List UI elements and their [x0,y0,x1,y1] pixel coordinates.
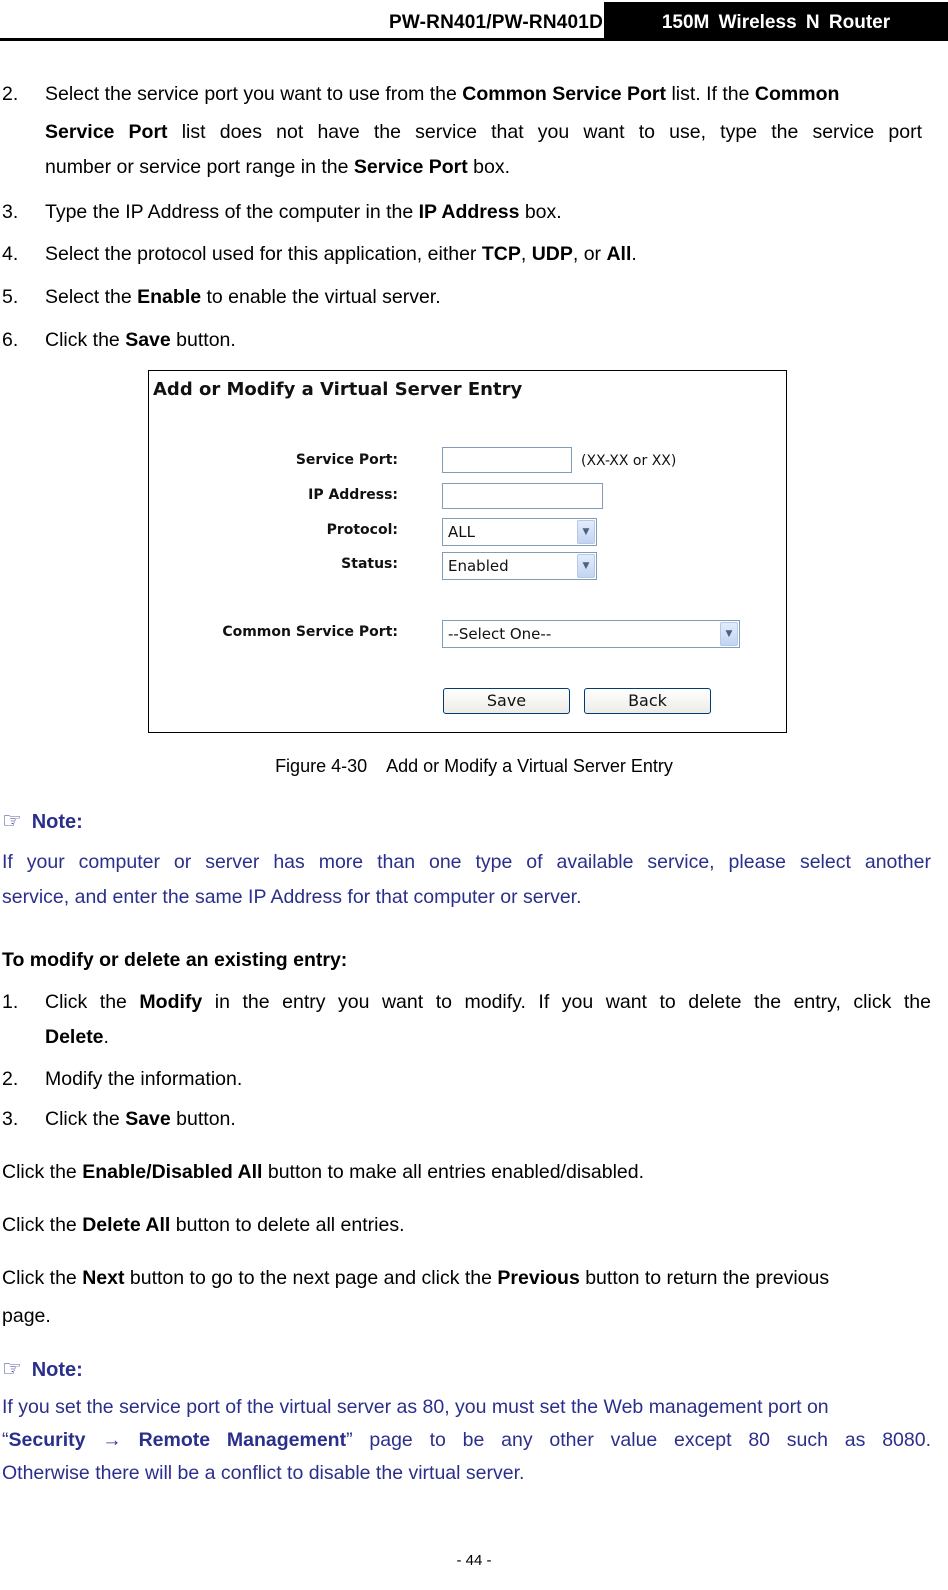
step-5: Select the Enable to enable the virtual server. [45,286,441,308]
note-heading: ☞ Note: [2,808,83,833]
ip-address-input[interactable] [442,483,603,509]
step-number: 4. [2,243,19,265]
step-number: 2. [2,83,19,105]
step-4: Select the protocol used for this application, either TCP, UDP, or All. [45,243,637,265]
ip-address-label: IP Address: [308,487,398,503]
service-port-input[interactable] [442,447,572,473]
form-title: Add or Modify a Virtual Server Entry [153,379,523,400]
step-2-line-2: Service Port list does not have the service that you want to use, type the service port [45,121,922,143]
chevron-down-icon[interactable]: ▼ [577,554,595,578]
step-3: Type the IP Address of the computer in the IP Address box. [45,201,562,223]
note-2-line-2: “Security → Remote Management” page to be any other value except 80 such as 8080. [2,1429,932,1451]
pointing-hand-icon: ☞ [2,808,22,833]
status-value: Enabled [448,557,509,575]
arrow-right-icon: → [102,1429,122,1451]
note-1-line-2: service, and enter the same IP Address for that computer or server. [2,886,582,908]
note-1-line-1: If your computer or server has more than one type of available service, please select another [2,851,931,873]
step-number: 6. [2,329,19,351]
header-rule [0,38,948,41]
step-2-line-3: number or service port range in the Service Port box. [45,156,510,178]
modify-step-2: Modify the information. [45,1068,243,1090]
chevron-down-icon[interactable]: ▼ [720,622,738,646]
step-number: 3. [2,1108,19,1130]
save-button[interactable]: Save [443,688,570,714]
note-2-line-3: Otherwise there will be a conflict to disable the virtual server. [2,1462,525,1484]
step-number: 3. [2,201,19,223]
figure-caption: Figure 4-30 Add or Modify a Virtual Server Entry [275,756,673,776]
header-product-tab: 150M Wireless N Router [604,2,948,38]
step-number: 5. [2,286,19,308]
modify-step-1-line-1: Click the Modify in the entry you want to modify. If you want to delete the entry, click the [45,991,931,1013]
step-6: Click the Save button. [45,329,236,351]
protocol-label: Protocol: [326,522,398,538]
delete-all-paragraph: Click the Delete All button to delete all entries. [2,1214,405,1236]
status-label: Status: [341,556,398,572]
page-number: - 44 - [456,1552,492,1569]
protocol-select[interactable] [442,518,597,546]
step-number: 2. [2,1068,19,1090]
modify-step-3: Click the Save button. [45,1108,236,1130]
modify-heading: To modify or delete an existing entry: [2,949,348,971]
back-button[interactable]: Back [584,688,711,714]
note-2-line-1: If you set the service port of the virtual server as 80, you must set the Web management port on [2,1396,829,1418]
common-service-port-label: Common Service Port: [222,624,398,640]
chevron-down-icon[interactable]: ▼ [577,520,595,544]
header-model: PW-RN401/PW-RN401D [389,12,603,33]
pointing-hand-icon: ☞ [2,1356,22,1381]
next-previous-paragraph-end: page. [2,1305,51,1327]
service-port-hint: (XX-XX or XX) [581,453,677,469]
step-number: 1. [2,991,19,1013]
step-2-line-1: Select the service port you want to use from the Common Service Port list. If the Common [45,83,840,105]
next-previous-paragraph: Click the Next button to go to the next page and click the Previous button to return the previous [2,1267,830,1289]
modify-step-1-line-2: Delete. [45,1026,109,1048]
status-select[interactable] [442,552,597,580]
service-port-label: Service Port: [295,452,398,468]
note-heading: ☞ Note: [2,1356,83,1381]
enable-disable-all-paragraph: Click the Enable/Disabled All button to make all entries enabled/disabled. [2,1161,645,1183]
virtual-server-form-figure [148,370,787,733]
protocol-value: ALL [448,523,475,541]
common-service-port-value: --Select One-- [448,625,552,643]
common-service-port-select[interactable] [442,620,740,648]
